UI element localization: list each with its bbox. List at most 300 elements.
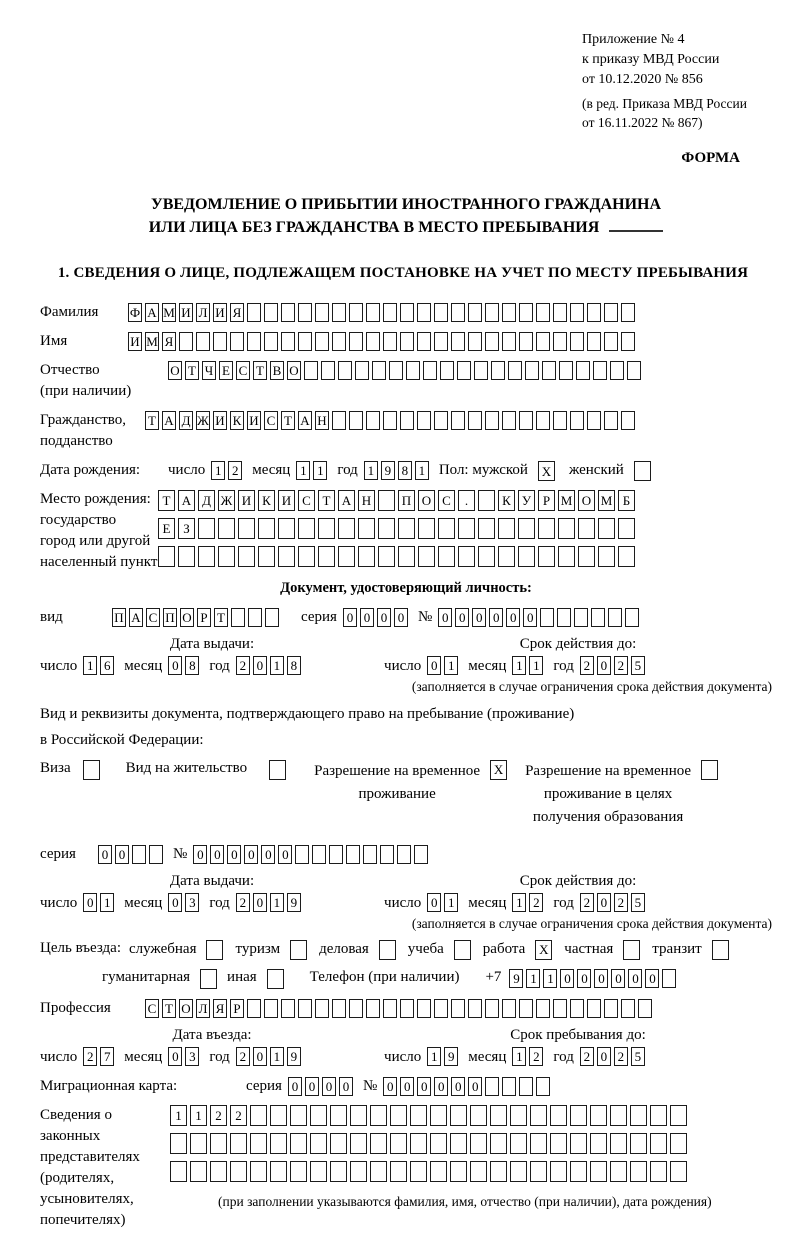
- representative-cell[interactable]: [350, 1133, 367, 1154]
- representative-cell[interactable]: [270, 1133, 287, 1154]
- birth-place-cell[interactable]: [358, 518, 375, 539]
- date-cell[interactable]: 3: [185, 1047, 199, 1066]
- surname-cell[interactable]: И: [179, 303, 193, 322]
- surname-cell[interactable]: [264, 303, 278, 322]
- residence-number-cell[interactable]: 0: [193, 845, 207, 864]
- birth-month-cell[interactable]: 1: [313, 461, 327, 480]
- birth-place-cell[interactable]: [318, 518, 335, 539]
- representative-cell[interactable]: [310, 1161, 327, 1182]
- date-cell[interactable]: 2: [614, 1047, 628, 1066]
- surname-cell[interactable]: [536, 303, 550, 322]
- date-cell[interactable]: 2: [529, 893, 543, 912]
- citizenship-cell[interactable]: [502, 411, 516, 430]
- representative-cell[interactable]: [610, 1133, 627, 1154]
- representative-cell[interactable]: [470, 1133, 487, 1154]
- date-cell[interactable]: 0: [168, 1047, 182, 1066]
- residence-number-cell[interactable]: [295, 845, 309, 864]
- doc-number-cell[interactable]: 0: [523, 608, 537, 627]
- patronymic-cell[interactable]: Т: [253, 361, 267, 380]
- birth-place-cell[interactable]: [418, 546, 435, 567]
- citizenship-cell[interactable]: [519, 411, 533, 430]
- representative-cell[interactable]: 1: [170, 1105, 187, 1126]
- birth-place-cell[interactable]: [318, 546, 335, 567]
- birth-month-cell[interactable]: 1: [296, 461, 310, 480]
- doc-kind-cell[interactable]: Т: [214, 608, 228, 627]
- birth-place-cell[interactable]: [278, 518, 295, 539]
- birth-place-cell[interactable]: [418, 518, 435, 539]
- representative-cell[interactable]: [490, 1105, 507, 1126]
- firstname-cell[interactable]: [264, 332, 278, 351]
- residence-number-cell[interactable]: 0: [210, 845, 224, 864]
- birth-place-cell[interactable]: [458, 518, 475, 539]
- purpose-checkbox[interactable]: [379, 940, 396, 960]
- phone-cell[interactable]: 1: [526, 969, 540, 988]
- date-cell[interactable]: 1: [100, 893, 114, 912]
- residence-number-cell[interactable]: 0: [278, 845, 292, 864]
- date-cell[interactable]: 2: [236, 656, 250, 675]
- doc-number-cell[interactable]: [557, 608, 571, 627]
- doc-number-cell[interactable]: [625, 608, 639, 627]
- representative-cell[interactable]: [590, 1105, 607, 1126]
- doc-kind-cell[interactable]: А: [129, 608, 143, 627]
- date-cell[interactable]: 2: [614, 656, 628, 675]
- citizenship-cell[interactable]: Т: [145, 411, 159, 430]
- profession-cell[interactable]: [536, 999, 550, 1018]
- surname-cell[interactable]: [400, 303, 414, 322]
- doc-series-cell[interactable]: 0: [377, 608, 391, 627]
- doc-kind-cell[interactable]: [248, 608, 262, 627]
- birth-place-cell[interactable]: О: [418, 490, 435, 511]
- surname-cell[interactable]: [519, 303, 533, 322]
- representative-cell[interactable]: 1: [190, 1105, 207, 1126]
- citizenship-cell[interactable]: [434, 411, 448, 430]
- firstname-cell[interactable]: [604, 332, 618, 351]
- representative-cell[interactable]: [530, 1133, 547, 1154]
- representative-cell[interactable]: [330, 1161, 347, 1182]
- birth-place-cell[interactable]: Н: [358, 490, 375, 511]
- birth-place-cell[interactable]: [438, 546, 455, 567]
- citizenship-cell[interactable]: [570, 411, 584, 430]
- birth-place-cell[interactable]: [518, 518, 535, 539]
- doc-kind-cell[interactable]: О: [180, 608, 194, 627]
- representative-cell[interactable]: [610, 1105, 627, 1126]
- representative-cell[interactable]: [570, 1133, 587, 1154]
- profession-cell[interactable]: [604, 999, 618, 1018]
- date-cell[interactable]: 1: [270, 1047, 284, 1066]
- birth-year-cell[interactable]: 8: [398, 461, 412, 480]
- representative-cell[interactable]: [650, 1133, 667, 1154]
- birth-day-cell[interactable]: 1: [211, 461, 225, 480]
- profession-cell[interactable]: Т: [162, 999, 176, 1018]
- patronymic-cell[interactable]: [542, 361, 556, 380]
- birth-place-cell[interactable]: М: [598, 490, 615, 511]
- patronymic-cell[interactable]: [406, 361, 420, 380]
- birth-place-cell[interactable]: [298, 546, 315, 567]
- firstname-cell[interactable]: [298, 332, 312, 351]
- residence-series-cell[interactable]: [132, 845, 146, 864]
- firstname-cell[interactable]: [587, 332, 601, 351]
- surname-cell[interactable]: М: [163, 305, 175, 321]
- representative-cell[interactable]: [670, 1105, 687, 1126]
- date-cell[interactable]: 2: [614, 893, 628, 912]
- patronymic-cell[interactable]: С: [236, 361, 250, 380]
- doc-kind-cell[interactable]: П: [112, 608, 126, 627]
- date-cell[interactable]: 2: [236, 1047, 250, 1066]
- patronymic-cell[interactable]: [525, 361, 539, 380]
- purpose-checkbox[interactable]: [454, 940, 471, 960]
- birth-place-cell[interactable]: [618, 518, 635, 539]
- citizenship-cell[interactable]: [621, 411, 635, 430]
- representative-cell[interactable]: [570, 1161, 587, 1182]
- profession-cell[interactable]: С: [145, 999, 159, 1018]
- representative-cell[interactable]: [650, 1161, 667, 1182]
- birth-place-cell[interactable]: [298, 518, 315, 539]
- firstname-cell[interactable]: [247, 332, 261, 351]
- birth-place-cell[interactable]: [558, 518, 575, 539]
- birth-year-cell[interactable]: 9: [381, 461, 395, 480]
- representative-cell[interactable]: [230, 1161, 247, 1182]
- date-cell[interactable]: 0: [253, 656, 267, 675]
- representative-cell[interactable]: [450, 1133, 467, 1154]
- representative-cell[interactable]: [310, 1133, 327, 1154]
- date-cell[interactable]: 5: [631, 1047, 645, 1066]
- residence-series-cell[interactable]: 0: [98, 845, 112, 864]
- birth-place-cell[interactable]: С: [298, 490, 315, 511]
- birth-place-cell[interactable]: [578, 518, 595, 539]
- citizenship-cell[interactable]: И: [247, 411, 261, 430]
- profession-cell[interactable]: [553, 999, 567, 1018]
- surname-cell[interactable]: И: [213, 303, 227, 322]
- date-cell[interactable]: 2: [580, 656, 594, 675]
- date-cell[interactable]: 1: [270, 893, 284, 912]
- patronymic-cell[interactable]: [423, 361, 437, 380]
- date-cell[interactable]: 0: [597, 656, 611, 675]
- firstname-cell[interactable]: [621, 332, 635, 351]
- birth-place-cell[interactable]: [618, 546, 635, 567]
- date-cell[interactable]: 1: [512, 893, 526, 912]
- birth-place-cell[interactable]: У: [518, 490, 535, 511]
- patronymic-cell[interactable]: [559, 361, 573, 380]
- representative-cell[interactable]: 2: [230, 1105, 247, 1126]
- profession-cell[interactable]: [485, 999, 499, 1018]
- doc-kind-cell[interactable]: С: [146, 608, 160, 627]
- date-cell[interactable]: 9: [444, 1047, 458, 1066]
- firstname-cell[interactable]: [213, 332, 227, 351]
- firstname-cell[interactable]: [536, 332, 550, 351]
- migration-number-cell[interactable]: [485, 1077, 499, 1096]
- citizenship-cell[interactable]: [400, 411, 414, 430]
- representative-cell[interactable]: [630, 1105, 647, 1126]
- profession-cell[interactable]: [570, 999, 584, 1018]
- birth-place-cell[interactable]: [378, 546, 395, 567]
- birth-place-cell[interactable]: Б: [618, 490, 635, 511]
- date-cell[interactable]: 0: [168, 893, 182, 912]
- surname-cell[interactable]: [298, 303, 312, 322]
- representative-cell[interactable]: [430, 1133, 447, 1154]
- date-cell[interactable]: 2: [529, 1047, 543, 1066]
- representative-cell[interactable]: [250, 1105, 267, 1126]
- birth-place-cell[interactable]: Р: [538, 490, 555, 511]
- birth-place-cell[interactable]: Е: [158, 518, 175, 539]
- representative-cell[interactable]: [250, 1161, 267, 1182]
- birth-place-cell[interactable]: [598, 546, 615, 567]
- profession-cell[interactable]: [587, 999, 601, 1018]
- representative-cell[interactable]: [250, 1133, 267, 1154]
- date-cell[interactable]: 3: [185, 893, 199, 912]
- citizenship-cell[interactable]: [604, 411, 618, 430]
- patronymic-cell[interactable]: [321, 361, 335, 380]
- birth-place-cell[interactable]: К: [498, 490, 515, 511]
- migration-number-cell[interactable]: 0: [383, 1077, 397, 1096]
- firstname-cell[interactable]: [485, 332, 499, 351]
- representative-cell[interactable]: [590, 1133, 607, 1154]
- residence-series-cell[interactable]: 0: [115, 845, 129, 864]
- doc-kind-cell[interactable]: Р: [197, 608, 211, 627]
- birth-place-cell[interactable]: [218, 546, 235, 567]
- surname-cell[interactable]: [587, 303, 601, 322]
- citizenship-cell[interactable]: Д: [179, 411, 193, 430]
- doc-number-cell[interactable]: 0: [506, 608, 520, 627]
- residence-number-cell[interactable]: 0: [227, 845, 241, 864]
- representative-cell[interactable]: [310, 1105, 327, 1126]
- patronymic-cell[interactable]: [474, 361, 488, 380]
- citizenship-cell[interactable]: Ж: [197, 413, 209, 429]
- birth-place-cell[interactable]: [258, 518, 275, 539]
- birth-day-cell[interactable]: 2: [228, 461, 242, 480]
- profession-cell[interactable]: [502, 999, 516, 1018]
- residence-number-cell[interactable]: [346, 845, 360, 864]
- patronymic-cell[interactable]: О: [168, 361, 182, 380]
- doc-number-cell[interactable]: [608, 608, 622, 627]
- profession-cell[interactable]: [400, 999, 414, 1018]
- visa-checkbox[interactable]: [83, 760, 100, 780]
- citizenship-cell[interactable]: [332, 411, 346, 430]
- firstname-cell[interactable]: [179, 332, 193, 351]
- patronymic-cell[interactable]: О: [287, 361, 301, 380]
- citizenship-cell[interactable]: [349, 411, 363, 430]
- date-cell[interactable]: 9: [287, 893, 301, 912]
- birth-place-cell[interactable]: [338, 518, 355, 539]
- birth-place-cell[interactable]: [578, 546, 595, 567]
- doc-number-cell[interactable]: 0: [472, 608, 486, 627]
- birth-place-cell[interactable]: [538, 546, 555, 567]
- surname-cell[interactable]: [485, 303, 499, 322]
- representative-cell[interactable]: [170, 1133, 187, 1154]
- phone-cell[interactable]: [662, 969, 676, 988]
- firstname-cell[interactable]: [519, 332, 533, 351]
- birth-place-cell[interactable]: [358, 546, 375, 567]
- citizenship-cell[interactable]: [553, 411, 567, 430]
- migration-number-cell[interactable]: [519, 1077, 533, 1096]
- birth-place-cell[interactable]: М: [558, 490, 575, 511]
- representative-cell[interactable]: [490, 1133, 507, 1154]
- phone-cell[interactable]: 0: [628, 969, 642, 988]
- residence-number-cell[interactable]: [414, 845, 428, 864]
- representative-cell[interactable]: [630, 1133, 647, 1154]
- date-cell[interactable]: 1: [444, 893, 458, 912]
- doc-number-cell[interactable]: 0: [438, 608, 452, 627]
- birth-place-cell[interactable]: Д: [198, 490, 215, 511]
- residence-number-cell[interactable]: [329, 845, 343, 864]
- citizenship-cell[interactable]: [383, 411, 397, 430]
- surname-cell[interactable]: [434, 303, 448, 322]
- doc-number-cell[interactable]: 0: [489, 608, 503, 627]
- representative-cell[interactable]: [530, 1161, 547, 1182]
- profession-cell[interactable]: [264, 999, 278, 1018]
- representative-cell[interactable]: [390, 1133, 407, 1154]
- firstname-cell[interactable]: [502, 332, 516, 351]
- representative-cell[interactable]: [510, 1105, 527, 1126]
- birth-place-cell[interactable]: К: [258, 490, 275, 511]
- female-checkbox[interactable]: [634, 461, 651, 481]
- doc-series-cell[interactable]: 0: [360, 608, 374, 627]
- surname-cell[interactable]: [604, 303, 618, 322]
- patronymic-cell[interactable]: [508, 361, 522, 380]
- birth-place-cell[interactable]: [398, 518, 415, 539]
- citizenship-cell[interactable]: [366, 411, 380, 430]
- migration-series-cell[interactable]: 0: [339, 1077, 353, 1096]
- citizenship-cell[interactable]: А: [162, 411, 176, 430]
- date-cell[interactable]: 1: [529, 656, 543, 675]
- birth-place-cell[interactable]: [498, 546, 515, 567]
- birth-place-cell[interactable]: И: [238, 490, 255, 511]
- birth-year-cell[interactable]: 1: [415, 461, 429, 480]
- representative-cell[interactable]: [630, 1161, 647, 1182]
- patronymic-cell[interactable]: [389, 361, 403, 380]
- profession-cell[interactable]: Р: [230, 999, 244, 1018]
- birth-place-cell[interactable]: З: [178, 518, 195, 539]
- date-cell[interactable]: 5: [631, 656, 645, 675]
- citizenship-cell[interactable]: К: [230, 411, 244, 430]
- representative-cell[interactable]: [430, 1105, 447, 1126]
- profession-cell[interactable]: [247, 999, 261, 1018]
- doc-kind-cell[interactable]: [231, 608, 245, 627]
- firstname-cell[interactable]: [553, 332, 567, 351]
- surname-cell[interactable]: [417, 303, 431, 322]
- patronymic-cell[interactable]: Е: [219, 361, 233, 380]
- birth-place-cell[interactable]: С: [438, 490, 455, 511]
- date-cell[interactable]: 1: [427, 1047, 441, 1066]
- representative-cell[interactable]: [430, 1161, 447, 1182]
- representative-cell[interactable]: [530, 1105, 547, 1126]
- birth-place-cell[interactable]: [378, 518, 395, 539]
- patronymic-cell[interactable]: [338, 361, 352, 380]
- birth-place-cell[interactable]: А: [178, 490, 195, 511]
- doc-number-cell[interactable]: [574, 608, 588, 627]
- profession-cell[interactable]: [434, 999, 448, 1018]
- date-cell[interactable]: 1: [444, 656, 458, 675]
- purpose-checkbox[interactable]: [200, 969, 217, 989]
- firstname-cell[interactable]: [434, 332, 448, 351]
- citizenship-cell[interactable]: Н: [315, 411, 329, 430]
- representative-cell[interactable]: [410, 1133, 427, 1154]
- profession-cell[interactable]: [638, 999, 652, 1018]
- representative-cell[interactable]: 2: [210, 1105, 227, 1126]
- citizenship-cell[interactable]: И: [213, 411, 227, 430]
- patronymic-cell[interactable]: [457, 361, 471, 380]
- date-cell[interactable]: 8: [185, 656, 199, 675]
- date-cell[interactable]: 5: [631, 893, 645, 912]
- representative-cell[interactable]: [190, 1133, 207, 1154]
- date-cell[interactable]: 9: [287, 1047, 301, 1066]
- citizenship-cell[interactable]: [451, 411, 465, 430]
- citizenship-cell[interactable]: Т: [281, 411, 295, 430]
- representative-cell[interactable]: [270, 1161, 287, 1182]
- migration-number-cell[interactable]: 0: [434, 1077, 448, 1096]
- profession-cell[interactable]: [281, 999, 295, 1018]
- residence-series-cell[interactable]: [149, 845, 163, 864]
- birth-place-cell[interactable]: [478, 490, 495, 511]
- birth-place-cell[interactable]: Т: [158, 490, 175, 511]
- edu-permit-checkbox[interactable]: [701, 760, 718, 780]
- birth-place-cell[interactable]: [178, 546, 195, 567]
- representative-cell[interactable]: [550, 1133, 567, 1154]
- surname-cell[interactable]: [570, 303, 584, 322]
- surname-cell[interactable]: А: [145, 303, 159, 322]
- citizenship-cell[interactable]: С: [264, 411, 278, 430]
- representative-cell[interactable]: [330, 1105, 347, 1126]
- date-cell[interactable]: 0: [253, 1047, 267, 1066]
- birth-place-cell[interactable]: [338, 546, 355, 567]
- migration-number-cell[interactable]: [536, 1077, 550, 1096]
- firstname-cell[interactable]: [349, 332, 363, 351]
- purpose-checkbox[interactable]: [206, 940, 223, 960]
- birth-place-cell[interactable]: [458, 546, 475, 567]
- migration-series-cell[interactable]: 0: [305, 1077, 319, 1096]
- birth-place-cell[interactable]: [198, 518, 215, 539]
- date-cell[interactable]: 7: [100, 1047, 114, 1066]
- citizenship-cell[interactable]: А: [298, 411, 312, 430]
- migration-number-cell[interactable]: 0: [451, 1077, 465, 1096]
- purpose-checkbox[interactable]: X: [535, 940, 552, 960]
- firstname-cell[interactable]: [196, 332, 210, 351]
- surname-cell[interactable]: [553, 303, 567, 322]
- representative-cell[interactable]: [670, 1133, 687, 1154]
- surname-cell[interactable]: [451, 303, 465, 322]
- citizenship-cell[interactable]: [536, 411, 550, 430]
- representative-cell[interactable]: [650, 1105, 667, 1126]
- patronymic-cell[interactable]: [355, 361, 369, 380]
- patronymic-cell[interactable]: [610, 361, 624, 380]
- residence-number-cell[interactable]: [397, 845, 411, 864]
- birth-place-cell[interactable]: [478, 546, 495, 567]
- representative-cell[interactable]: [370, 1133, 387, 1154]
- firstname-cell[interactable]: [281, 332, 295, 351]
- residence-permit-checkbox[interactable]: [269, 760, 286, 780]
- phone-cell[interactable]: 0: [560, 969, 574, 988]
- surname-cell[interactable]: [247, 303, 261, 322]
- doc-series-cell[interactable]: 0: [343, 608, 357, 627]
- profession-cell[interactable]: Я: [213, 999, 227, 1018]
- patronymic-cell[interactable]: [593, 361, 607, 380]
- surname-cell[interactable]: [281, 303, 295, 322]
- firstname-cell[interactable]: [230, 332, 244, 351]
- purpose-checkbox[interactable]: [623, 940, 640, 960]
- date-cell[interactable]: 1: [83, 656, 97, 675]
- date-cell[interactable]: 2: [236, 893, 250, 912]
- birth-place-cell[interactable]: [278, 546, 295, 567]
- representative-cell[interactable]: [410, 1105, 427, 1126]
- phone-cell[interactable]: 0: [577, 969, 591, 988]
- representative-cell[interactable]: [470, 1161, 487, 1182]
- birth-place-cell[interactable]: [498, 518, 515, 539]
- doc-number-cell[interactable]: 0: [455, 608, 469, 627]
- date-cell[interactable]: 6: [100, 656, 114, 675]
- representative-cell[interactable]: [670, 1161, 687, 1182]
- profession-cell[interactable]: [383, 999, 397, 1018]
- migration-number-cell[interactable]: [502, 1077, 516, 1096]
- representative-cell[interactable]: [270, 1105, 287, 1126]
